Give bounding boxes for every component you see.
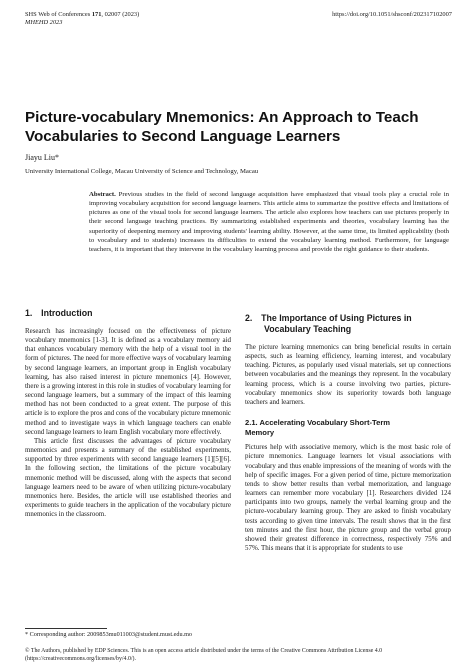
left-column bbox=[25, 308, 231, 519]
abstract-text: Previous studies in the field of second language acquisition have emphasized that visual tools play a crucial role in improving vocabulary acquisition for second language learners. This article aims to summarize the positive effects and limitations of pictures as one of the visual tools for second language learners. The article also explores how teachers can use pictures properly in their second language teaching practices. By summarizing established experiments and theories, vocabulary learning has the superiority of deepening memory and improving students' learning ability. However, at the same time, its limited applicability (both to vocabulary and to students) increases its difficulties to extend the vocabulary learning method. Furthermore, for language teachers, it is important that they intervene in the vocabulary learning process and provide the right guidance to their students. bbox=[89, 191, 449, 253]
section-heading-introduction: 1. Introduction bbox=[25, 308, 93, 318]
conference-id: MHEHD 2023 bbox=[25, 19, 63, 26]
doi-link[interactable]: https://doi.org/10.1051/shsconf/202317102007 bbox=[332, 11, 452, 18]
subsection-heading-accelerating bbox=[245, 418, 451, 437]
copyright-notice: © The Authors, published by EDP Sciences. This is an open access article distributed under the terms of the Creative Commons Attribution License 4.0 (https://creativecommons.org/licenses/by/4.0/). bbox=[25, 648, 383, 662]
importance-paragraph: The picture learning mnemonics can bring beneficial results in certain aspects, such as learning efficiency, learning interest, and vocabulary teaching. Pictures, as popularly used visual materials, set up connections between vocabularies and the meanings they represent. In the vocabulary learning process, which is a course involving two parties, picture-vocabulary mnemonics show its superiority towards both language teachers and learners. bbox=[245, 343, 451, 406]
subsection-heading-line1: 2.1. Accelerating Vocabulary Short-Term bbox=[245, 418, 391, 428]
author-affiliation: University International College, Macau University of Science and Technology, Macau bbox=[25, 168, 259, 175]
subsection-heading-line2: Memory bbox=[245, 427, 275, 437]
conference-line bbox=[25, 11, 139, 19]
paper-title: Picture-vocabulary Mnemonics: An Approach to Teach Vocabularies to Second Language Learners bbox=[25, 109, 419, 145]
abstract-label: Abstract. bbox=[89, 191, 116, 198]
accelerating-paragraph: Pictures help with associative memory, which is the most basic role of picture mnemonics. Language learners let visual associations with vocabulary and thus enable impressions of the meaning of words with the help of specific images. For a given period of time, picture memorization tends to show better results than verbal memorization, and language learners can remember more vocabulary [1]. Researchers divided 124 participants into two groups, namely the verbal learning group and the picture-vocabulary learning group. They are asked to finish vocabulary tests according to given time intervals. The result shows that in the first ten minutes and the first hour, the picture group and the verbal group showed their greatest difference in correctness, respectively 75% and 57%. This means that it is appropriate for students to use bbox=[245, 443, 451, 552]
section-heading-importance-line1: 2. The Importance of Using Pictures in bbox=[245, 313, 412, 323]
intro-paragraph-2: This article first discusses the advantages of picture vocabulary mnemonics and presents a summary of the established experiments, supported by three experiments with second language learners [1][5][6]. In the following section, the limitations of the picture vocabulary mnemonic method will be discussed, along with the aspects that second language learners need to be aware of when utilizing picture-vocabulary mnemonics here. Besides, the article will use established theories and experiments to guide teachers in the application of the vocabulary picture mnemonics in the classroom. bbox=[25, 436, 231, 519]
right-column bbox=[245, 313, 451, 553]
abstract bbox=[89, 190, 449, 254]
intro-paragraph-1: Research has increasingly focused on the effectiveness of picture vocabulary mnemonics [1-3]. It is defined as a vocabulary memory aid that enhances vocabulary memory with the help of a visual tool in the form of pictures. The need for more effective ways of vocabulary learning by second language learners, an important group in English vocabulary learning, has also raised interest in picture mnemonics [4]. However, there is a growing interest in this role in studies of vocabulary learning for second language learners, but a summary of the impact of this learning method has not been conducted to a great extent. The purpose of this article is to explore the pros and cons of the vocabulary picture mnemonic method and to investigate ways in which language teachers can enable second language learners to learn English vocabulary more effectively. bbox=[25, 327, 231, 436]
author-name: Jiayu Liu* bbox=[25, 153, 59, 162]
conference-name: SHS Web of Conferences bbox=[25, 11, 91, 18]
volume-number: 171 bbox=[91, 11, 102, 18]
footnote-divider bbox=[25, 628, 107, 629]
article-number: , 02007 (2023) bbox=[101, 11, 140, 18]
running-header-left bbox=[25, 11, 139, 27]
section-heading-importance-line2: Vocabulary Teaching bbox=[264, 324, 352, 334]
section-heading-importance bbox=[245, 313, 451, 335]
corresponding-author-footnote: * Corresponding author: 2009853mu011003@student.must.edu.mo bbox=[25, 631, 193, 638]
